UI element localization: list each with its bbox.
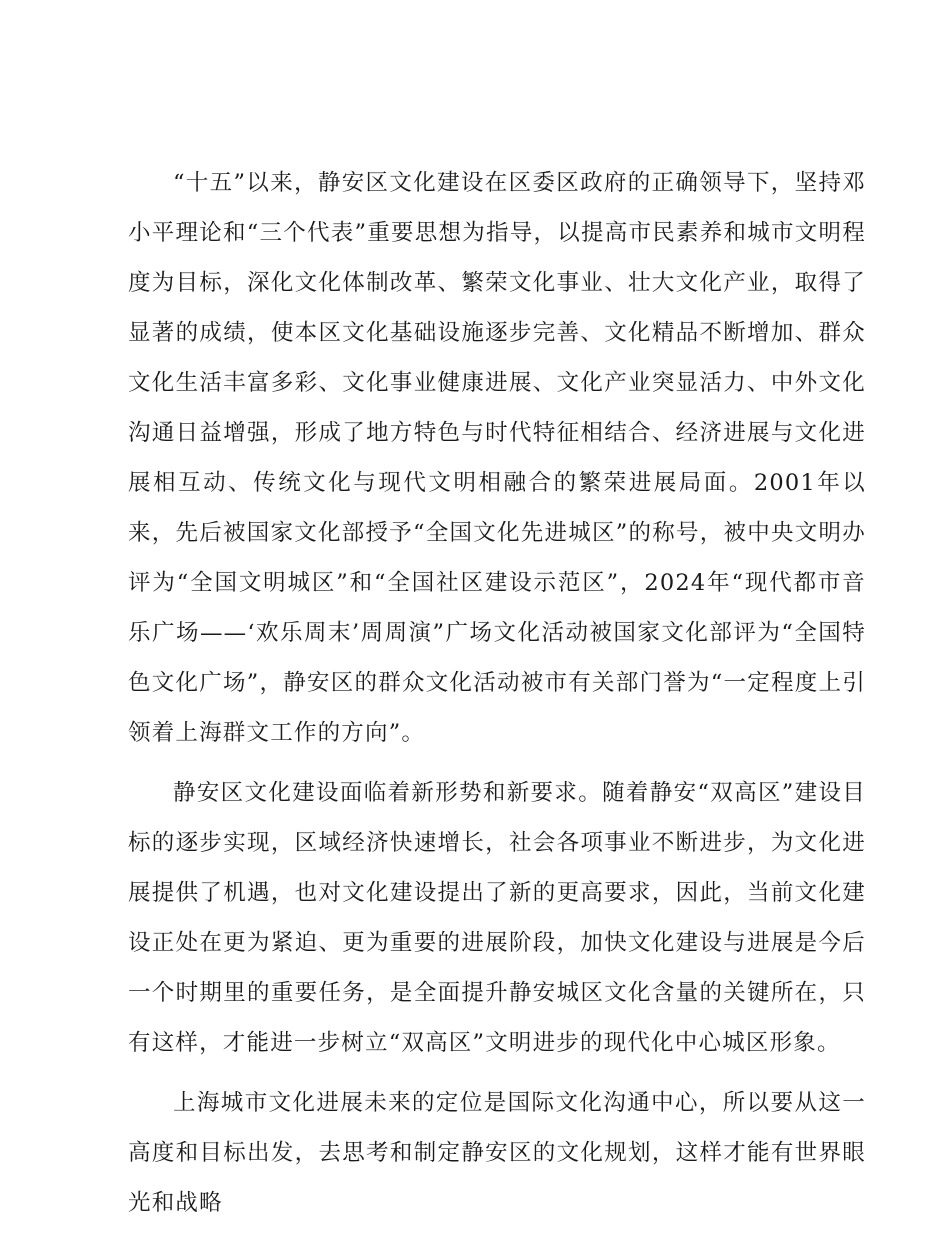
document-body	[128, 158, 866, 1238]
paragraph-3: 上海城市文化进展未来的定位是国际文化沟通中心，所以要从这一高度和目标出发，去思考和制定静安区的文化规划，这样才能有世界眼光和战略	[128, 1090, 866, 1216]
paragraph-2: 静安区文化建设面临着新形势和新要求。随着静安“双高区”建设目标的逐步实现，区域经济快速增长，社会各项事业不断进步，为文化进展提供了机遇，也对文化建设提出了新的更高要求，因此，当前文化建设正处在更为紧迫、更为重要的进展阶段，加快文化建设与进展是今后一个时期里的重要任务，是全面提升静安城区文化含量的关键所在，只有这样，才能进一步树立“双高区”文明进步的现代化中心城区形象。	[128, 780, 866, 1056]
paragraph-1: “十五”以来，静安区文化建设在区委区政府的正确领导下，坚持邓小平理论和“三个代表”重要思想为指导，以提高市民素养和城市文明程度为目标，深化文化体制改革、繁荣文化事业、壮大文化产业，取得了显著的成绩，使本区文化基础设施逐步完善、文化精品不断增加、群众文化生活丰富多彩、文化事业健康进展、文化产业突显活力、中外文化沟通日益增强，形成了地方特色与时代特征相结合、经济进展与文化进展相互动、传统文化与现代文明相融合的繁荣进展局面。2001年以来，先后被国家文化部授予“全国文化先进城区”的称号，被中央文明办评为“全国文明城区”和“全国社区建设示范区”，2024年“现代都市音乐广场——‘欢乐周末’周周演”广场文化活动被国家文化部评为“全国特色文化广场”，静安区的群众文化活动被市有关部门誉为“一定程度上引领着上海群文工作的方向”。	[128, 170, 866, 746]
